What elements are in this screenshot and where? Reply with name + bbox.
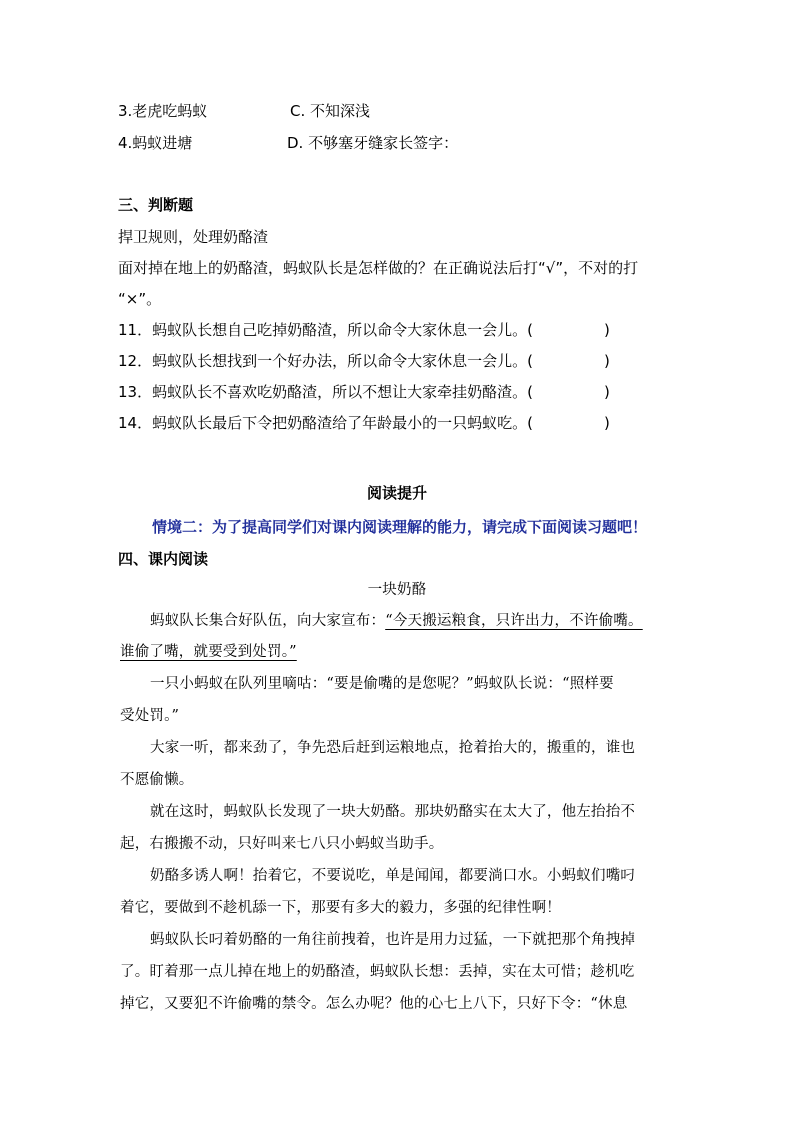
passage-p6-line-1: 蚂蚁队长叼着奶酪的一角往前拽着，也许是用力过猛，一下就把那个角拽掉 — [150, 932, 636, 948]
section-3-instruction-line-2: “×”。 — [118, 290, 162, 308]
answer-bracket-13[interactable]: ) — [604, 383, 610, 401]
passage-p3-line-1: 大家一听，都来劲了，争先恐后赶到运粮地点，抢着抬大的，搬重的，谁也 — [150, 740, 636, 756]
passage-p2-line-1: 一只小蚂蚁在队列里嘀咕：“要是偷嘴的是您呢？”蚂蚁队长说：“照样要 — [150, 676, 614, 692]
passage-p6-line-2: 了。盯着那一点儿掉在地上的奶酪渣，蚂蚁队长想：丢掉，实在太可惜；趁机吃 — [120, 964, 635, 980]
passage-p1-line-2: 谁偷了嘴，就要受到处罚。” — [120, 644, 297, 660]
passage-p4-line-1: 就在这时，蚂蚁队长发现了一块大奶酪。那块奶酪实在太大了，他左抬抬不 — [150, 804, 636, 820]
passage-p5-line-1: 奶酪多诱人啊！抬着它，不要说吃，单是闻闻，都要淌口水。小蚂蚁们嘴叼 — [150, 868, 636, 884]
passage-title: 一块奶酪 — [367, 582, 427, 598]
question-13: 13．蚂蚁队长不喜欢吃奶酪渣，所以不想让大家牵挂奶酪渣。( — [118, 383, 533, 401]
question-12: 12．蚂蚁队长想找到一个好办法，所以命令大家休息一会儿。( — [118, 352, 533, 370]
passage-p4-line-2: 起，右搬搬不动，只好叫来七八只小蚂蚁当助手。 — [120, 836, 444, 852]
passage-p2-line-2: 受处罚。” — [120, 708, 180, 724]
passage-p1-quote: “今天搬运粮食，只许出力，不许偷嘴。 — [385, 613, 643, 629]
section-4-heading: 四、课内阅读 — [118, 550, 209, 568]
scenario-prompt: 情境二：为了提高同学们对课内阅读理解的能力，请完成下面阅读习题吧！ — [152, 518, 648, 536]
answer-bracket-12[interactable]: ) — [604, 352, 610, 370]
answer-bracket-11[interactable]: ) — [604, 321, 610, 339]
answer-bracket-14[interactable]: ) — [604, 414, 610, 432]
passage-p5-line-2: 着它，要做到不趁机舔一下，那要有多大的毅力，多强的纪律性啊！ — [120, 900, 561, 916]
section-3-subheading: 捍卫规则，处理奶酪渣 — [118, 228, 269, 246]
reading-title: 阅读提升 — [366, 484, 427, 502]
section-3-instruction-line-1: 面对掉在地上的奶酪渣，蚂蚁队长是怎样做的？在正确说法后打“√”，不对的打 — [118, 259, 639, 277]
match-row-3-right: C. 不知深浅 — [290, 102, 371, 120]
question-14: 14．蚂蚁队长最后下令把奶酪渣给了年龄最小的一只蚂蚁吃。( — [118, 414, 533, 432]
match-row-4-right: D. 不够塞牙缝家长签字： — [287, 134, 459, 152]
passage-p6-line-3: 掉它，又要犯不许偷嘴的禁令。怎么办呢？他的心七上八下，只好下令：“休息 — [120, 996, 628, 1012]
passage-p1-intro: 蚂蚁队长集合好队伍，向大家宣布： — [150, 613, 386, 629]
passage-p3-line-2: 不愿偷懒。 — [120, 772, 194, 788]
section-3-heading: 三、判断题 — [118, 196, 194, 214]
question-11: 11．蚂蚁队长想自己吃掉奶酪渣，所以命令大家休息一会儿。( — [118, 321, 533, 339]
passage-p1-line-1 — [150, 611, 643, 631]
match-row-3-left: 3.老虎吃蚂蚁 — [118, 102, 208, 120]
match-row-4-left: 4.蚂蚁进塘 — [118, 134, 193, 152]
